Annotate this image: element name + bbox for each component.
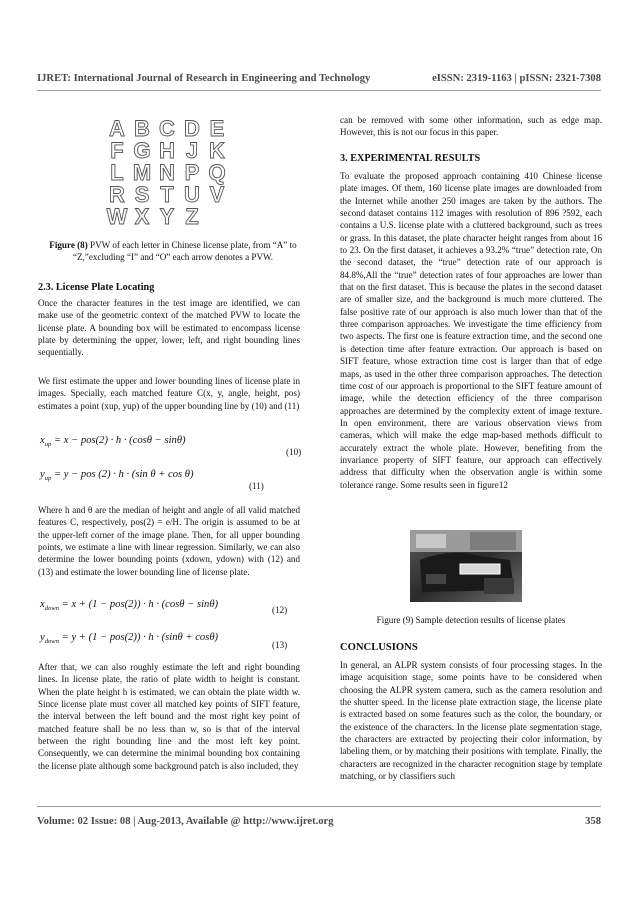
left-para-4: After that, we can also roughly estimate the left and right bounding lines. In license plate, the ratio of plate width to height is constant. When the plate height h is estimated, we can obtain the plate width w. Since license plate must cover all matched key points of SIFT feature, the interval between the left bound and the most right key point of matched feature shall be no less than w, so is that of the interval between the right bounding line and the most left key point. Consequently, we can determine the minimal bounding box containing the license plate although some background patch is also included, they [38, 662, 300, 771]
figure-9-detection-photo [410, 530, 522, 602]
right-para-0: can be removed with some other information, such as edge map. However, this is not our focus in this paper. [340, 115, 602, 138]
equation-10-number: (10) [286, 447, 302, 457]
issn: eISSN: 2319-1163 | pISSN: 2321-7308 [432, 73, 601, 84]
pvw-letter-r: R [109, 182, 125, 207]
figure-8-letter-pvw-image [105, 117, 230, 229]
equation-11-number: (11) [249, 481, 264, 491]
left-para-2: We first estimate the upper and lower bounding lines of license plate in images. Specially, each matched feature C(x, y, angle, height, pos) estimates a point (xup, yup) of the upper bounding line by (10) and (11) [38, 376, 300, 411]
figure-8-caption [38, 239, 308, 263]
pvw-letter-p: P [184, 160, 200, 185]
figure-8-caption-text: PVW of each letter in Chinese license plate, from “A” to “Z,”excluding “I” and “O” each arrow denotes a PVW. [72, 240, 297, 262]
pvw-letter-g: G [133, 138, 151, 163]
pvw-letter-z: Z [185, 204, 199, 229]
footer-rule [37, 806, 601, 807]
pvw-letter-e: E [209, 117, 225, 141]
section-3-heading: 3. EXPERIMENTAL RESULTS [340, 153, 481, 164]
journal-title: IJRET: International Journal of Research in Engineering and Technology [37, 73, 371, 84]
pvw-letter-w: W [106, 204, 128, 229]
pvw-letter-m: M [132, 160, 152, 185]
equation-11: $y_{up} = y$ − pos (2) · h · (sin θ + cos θ) [40, 469, 194, 483]
figure-8-label: Figure (8) [49, 240, 88, 250]
pvw-letter-n: N [159, 160, 175, 185]
page-number: 358 [585, 816, 601, 827]
pvw-letter-t: T [160, 182, 174, 207]
pvw-letter-x: X [134, 204, 150, 229]
page-header [37, 73, 601, 84]
equation-13-number: (13) [272, 640, 288, 650]
section-2-3-heading: 2.3. License Plate Locating [38, 282, 155, 293]
pvw-letter-k: K [209, 138, 225, 163]
left-para-3: Where h and θ are the median of height and angle of all valid matched features C, respectively, pos(2) = e/H. The origin is assumed to be at the upper-left corner of the image plane. Then, for all upper bounding points, we estimate a line with linear regression. Similarly, we can also determine the lower bounding points (xdown, ydown) with (12) and (13) and estimate the lower bounding line of license plate. [38, 505, 300, 577]
header-rule [37, 90, 601, 91]
page-footer [37, 816, 601, 827]
pvw-letter-l: L [110, 160, 124, 185]
pvw-letter-u: U [184, 182, 200, 207]
pvw-letter-h: H [159, 138, 175, 163]
footer-volume: Volume: 02 Issue: 08 | Aug-2013, Available @ http://www.ijret.org [37, 816, 334, 827]
equation-10: $x_{up} = x - pos(2) \cdot h \cdot (\cos\theta - \sin\theta)$ [40, 435, 186, 449]
pvw-letter-q: Q [208, 160, 226, 185]
pvw-letter-c: C [159, 117, 175, 141]
pvw-letter-v: V [209, 182, 225, 207]
pvw-letter-f: F [110, 138, 124, 163]
left-para-1: Once the character features in the test image are identified, we can make use of the geometric context of the matched PVW to locate the license plate. A bounding box will be estimated to encompass license plate by determining the upper, lower, left, and right bounding lines sequentially. [38, 298, 300, 358]
pvw-letter-j: J [185, 138, 199, 163]
right-para-2: In general, an ALPR system consists of four processing stages. In the image acquisition stage, some points have to be considered when choosing the ALPR system camera, such as the camera resolution and the shutter speed. In the license plate extraction stage, the license plate is extracted based on some features such as the color, the boundary, or the existence of the characters. In the license plate segmentation stage, the characters are extracted by projecting their color information, by labeling them, or by matching their positions with template. Finally, the characters are recognized in the character recognition stage by template matching, or by classifiers such [340, 660, 602, 782]
pvw-letter-y: Y [159, 204, 175, 229]
conclusions-heading: CONCLUSIONS [340, 642, 418, 653]
pvw-letter-a: A [109, 117, 125, 141]
equation-12-number: (12) [272, 605, 288, 615]
pvw-letter-b: B [134, 117, 150, 141]
pvw-letter-d: D [184, 117, 200, 141]
equation-12: $x_{down} = x + (1 - pos(2)) \cdot h \cdot (\cos\theta - \sin\theta)$ [40, 599, 219, 613]
figure-9-caption: Figure (9) Sample detection results of license plates [376, 615, 566, 625]
right-para-1: To evaluate the proposed approach containing 410 Chinese license plate images. Of them, 160 license plate images are downloaded from the Internet while another 250 images are taken by the authors. The second dataset contains 112 images with resolution of 896 ?592, each contains a U.S. license plate with a cluttered background, such as trees or grass. In this dataset, the plate character height ranges from about 16 to 23. On the first dataset, it achieves a 93.2% “true” detection rate, On the second dataset, the “true” detection rate of our approach is 84.8%,All the “true” detection rates of four approaches are lower than that on the first dataset. This is because the plates in the second dataset are of smaller size, and the background is much more cluttered. The false positive rate of our approach is also much lower than that of the three comparison approaches. We investigate the time efficiency from two aspects. The first one is feature extraction time, and the second one is detection time after feature extraction. Our approach is based on SIFT feature, whose extraction time cost is larger than that of edge maps, as used in the other three comparison approaches. The detection time cost of our approach is proportional to the SIFT feature amount of image, while the detection efficiency of the three comparison approaches are determined by the complexity extent of image texture. In open environment, there are various observation views from cameras, which will make the edge map-based methods difficult to accurately extract the whole plate. However, benefiting from the invariance property of SIFT feature, our approach can effectively address that difficulty when the observation angle is within some tolerance range. Some results seen in figure12 [340, 171, 602, 490]
pvw-letter-s: S [134, 182, 150, 207]
equation-13: $y_{down} = y + (1 - pos(2)) \cdot h \cdot (\sin\theta + \cos\theta)$ [40, 632, 219, 646]
